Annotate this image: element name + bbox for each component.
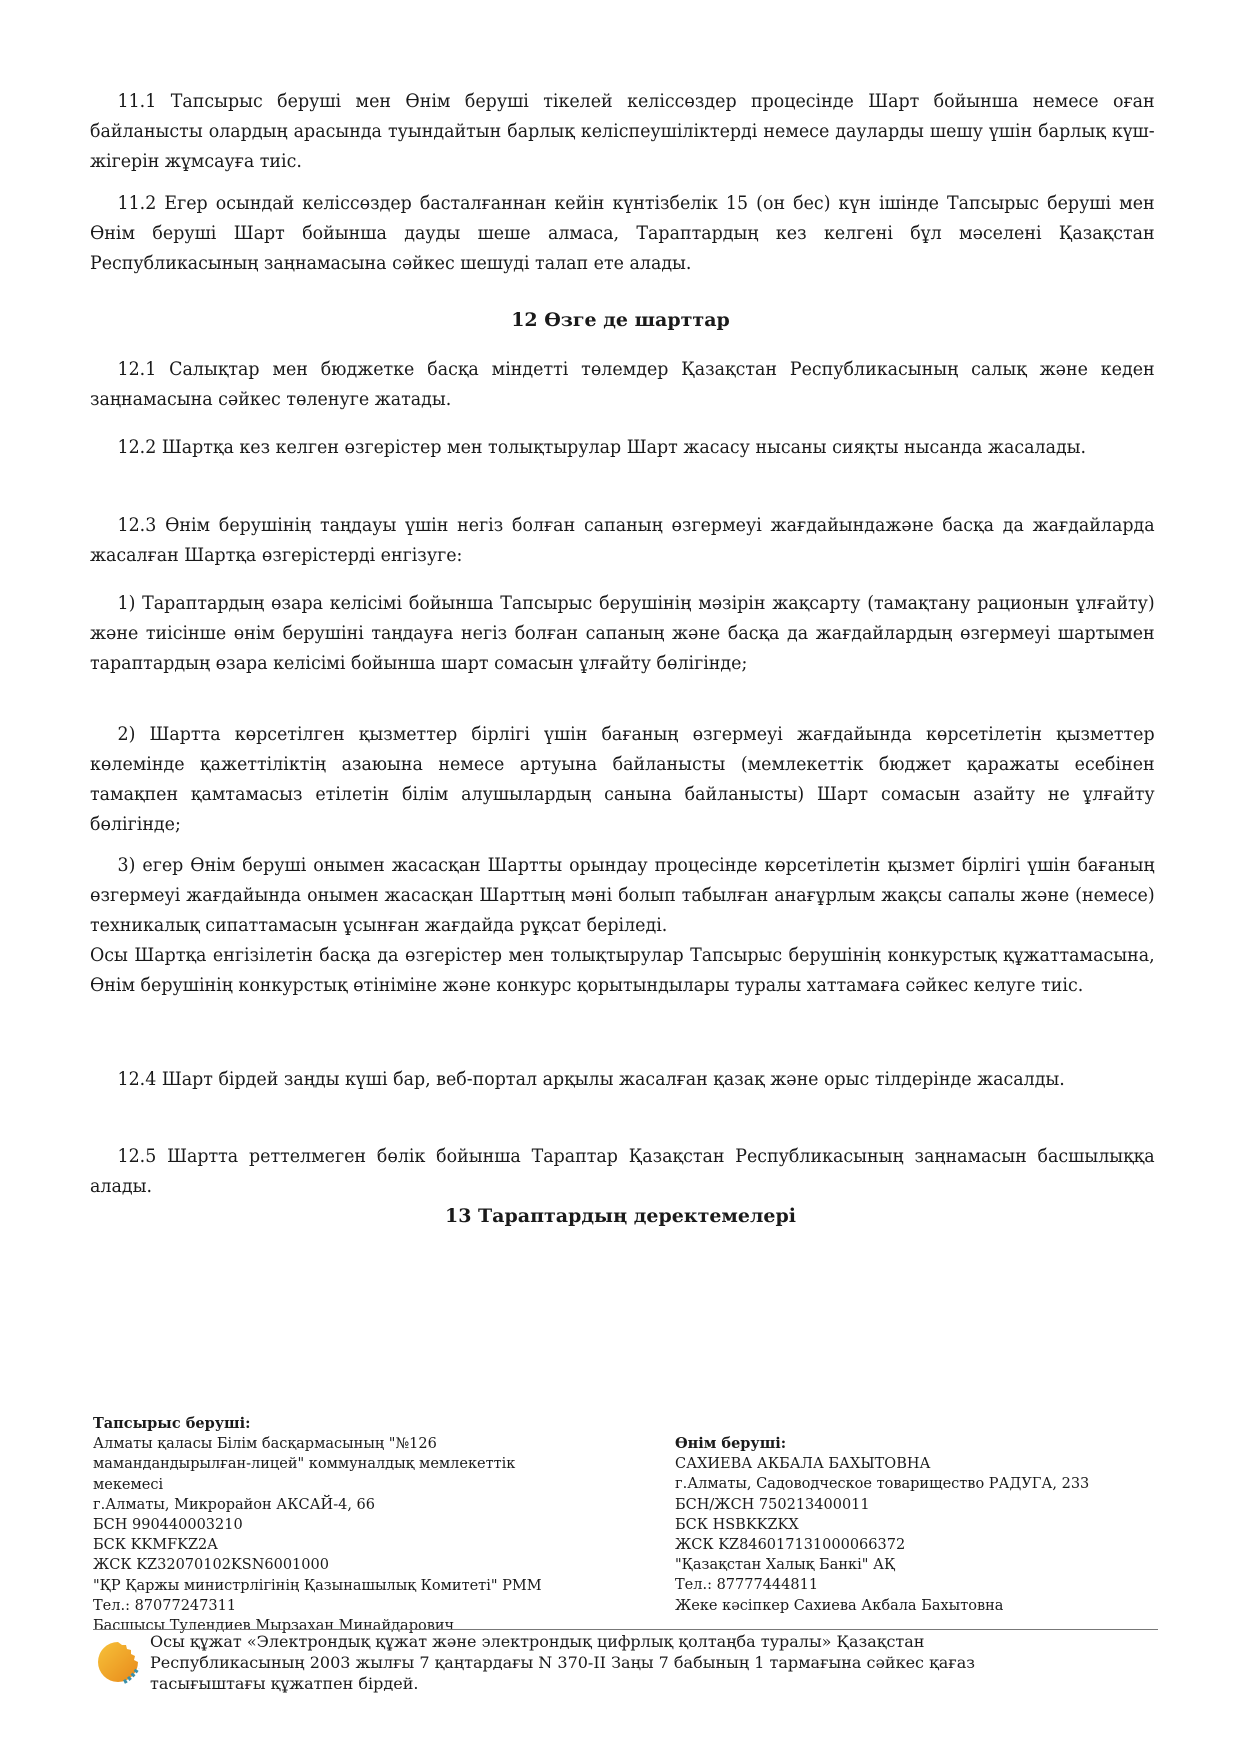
customer-line: мамандандырылған-лицей" коммуналдық мемлекеттік	[93, 1456, 516, 1473]
paragraph-text: 12.3 Өнім берушінің таңдауы үшін негіз болған сапаның өзгермеуі жағдайындажәне басқа да жағдайларда жасалған Шартқа өзгерістерді енгізуге:	[90, 514, 1155, 566]
customer-requisites	[93, 1414, 542, 1636]
supplier-requisites	[675, 1434, 1089, 1616]
footer-legal-note	[150, 1631, 1110, 1694]
footer-line: Осы құжат «Электрондық құжат және электрондық цифрлық қолтаңба туралы» Қазақстан	[150, 1632, 925, 1651]
paragraph-11-1	[90, 86, 1155, 176]
customer-line: Тел.: 87077247311	[93, 1597, 237, 1614]
paragraph-text: 11.1 Тапсырыс беруші мен Өнім беруші тікелей келіссөздер процесінде Шарт бойынша немесе оған байланысты олардың арасында туындайтын барлық келіспеушіліктерді немесе дауларды шешу үшін барлық күш-жігерін жұмсауға тиіс.	[90, 90, 1155, 172]
section-13-heading: 13 Тараптардың деректемелері	[444, 1205, 797, 1227]
paragraph-text: 12.5 Шартта реттелмеген бөлік бойынша Тараптар Қазақстан Республикасының заңнамасын басшылыққа алады.	[90, 1145, 1155, 1197]
paragraph-12-5	[90, 1141, 1155, 1201]
paragraph-12-3-item-2	[90, 719, 1155, 839]
supplier-line: ЖСК KZ846017131000066372	[675, 1537, 906, 1554]
supplier-title: Өнім беруші:	[675, 1435, 787, 1452]
section-12-heading: 12 Өзге де шарттар	[511, 309, 730, 331]
paragraph-11-2	[90, 188, 1155, 278]
customer-title: Тапсырыс беруші:	[93, 1415, 251, 1432]
paragraph-text: 12.4 Шарт бірдей заңды күші бар, веб-портал арқылы жасалған қазақ және орыс тілдерінде жасалды.	[117, 1068, 1065, 1090]
paragraph-12-4	[90, 1064, 1155, 1094]
paragraph-12-1	[90, 354, 1155, 414]
supplier-line: БСК HSBKKZKX	[675, 1516, 799, 1533]
customer-line: "ҚР Қаржы министрлігінің Қазынашылық Комитеті" РММ	[93, 1577, 542, 1594]
customer-line: г.Алматы, Микрорайон АКСАЙ-4, 66	[93, 1496, 375, 1513]
supplier-line: Тел.: 87777444811	[675, 1577, 819, 1594]
customer-line: мекемесі	[93, 1476, 164, 1493]
customer-line: ЖСК KZ32070102KSN6001000	[93, 1557, 329, 1574]
footer-line: Республикасының 2003 жылғы 7 қаңтардағы N 370-II Заңы 7 бабының 1 тармағына сәйкес қағаз	[150, 1653, 975, 1672]
paragraph-12-3-item-3	[90, 850, 1155, 1000]
paragraph-12-2	[90, 432, 1155, 462]
customer-line: БСК KKMFKZ2A	[93, 1537, 218, 1554]
paragraph-text: 12.1 Салықтар мен бюджетке басқа міндетті төлемдер Қазақстан Республикасының салық және кеден заңнамасына сәйкес төленуге жатады.	[90, 358, 1155, 410]
customer-line: Басшысы Тулендиев Мырзахан Минайдарович	[93, 1618, 455, 1635]
footer-line: тасығыштағы құжатпен бірдей.	[150, 1674, 419, 1693]
footer-divider	[93, 1629, 1158, 1630]
paragraph-text: 2) Шартта көрсетілген қызметтер бірлігі үшін бағаның өзгермеуі жағдайында көрсетілетін қызметтер көлемінде қажеттіліктің азаюына немесе артуына байланысты (мемлекеттік бюджет қаражаты есебінен тамақпен қамтамасыз етілетін білім алушылардың санына байланысты) Шарт сомасын азайту не ұлғайту бөлігінде;	[90, 723, 1155, 835]
paragraph-text: 3) егер Өнім беруші онымен жасасқан Шартты орындау процесінде көрсетілетін қызмет бірлігі үшін бағаның өзгермеуі жағдайында онымен жасасқан Шарттың мәні болып табылған анағұрлым жақсы сапалы және (немесе) техникалық сипаттамасын ұсынған жағдайда рұқсат беріледі.	[90, 854, 1155, 936]
paragraph-text: 12.2 Шартқа кез келген өзгерістер мен толықтырулар Шарт жасасу нысаны сияқты нысанда жасалады.	[117, 436, 1087, 458]
supplier-line: БСН/ЖСН 750213400011	[675, 1496, 870, 1513]
customer-line: БСН 990440003210	[93, 1517, 243, 1534]
supplier-line: г.Алматы, Садоводческое товарищество РАДУГА, 233	[675, 1476, 1090, 1493]
paragraph-text: 1) Тараптардың өзара келісімі бойынша Тапсырыс берушінің мәзірін жақсарту (тамақтану рационын ұлғайту) және тиісінше өнім берушіні таңдауға негіз болған сапаның және басқа да жағдайлардың өзгермеуі шартымен тараптардың өзара келісімі бойынша шарт сомасын ұлғайту бөлігінде;	[90, 592, 1155, 674]
supplier-line: "Қазақстан Халық Банкі" АҚ	[675, 1557, 896, 1574]
egov-sun-logo-icon	[94, 1638, 142, 1686]
paragraph-text: 11.2 Егер осындай келіссөздер басталғаннан кейін күнтізбелік 15 (он бес) күн ішінде Тапсырыс беруші мен Өнім беруші Шарт бойынша дауды шеше алмаса, Тараптардың кез келгені бұл мәселені Қазақстан Республикасының заңнамасына сәйкес шешуді талап ете алады.	[90, 192, 1155, 274]
paragraph-continuation: Осы Шартқа енгізілетін басқа да өзгерістер мен толықтырулар Тапсырыс берушінің конкурстық құжаттамасына, Өнім берушінің конкурстық өтініміне және конкурс қорытындылары туралы хаттамаға сәйкес келуге тиіс.	[90, 944, 1155, 996]
paragraph-12-3-item-1	[90, 588, 1155, 678]
customer-line: Алматы қаласы Білім басқармасының "№126	[93, 1436, 437, 1453]
paragraph-12-3	[90, 510, 1155, 570]
supplier-line: Жеке кәсіпкер Сахиева Акбала Бахытовна	[675, 1597, 1004, 1614]
supplier-line: САХИЕВА АКБАЛА БАХЫТОВНА	[675, 1456, 931, 1473]
